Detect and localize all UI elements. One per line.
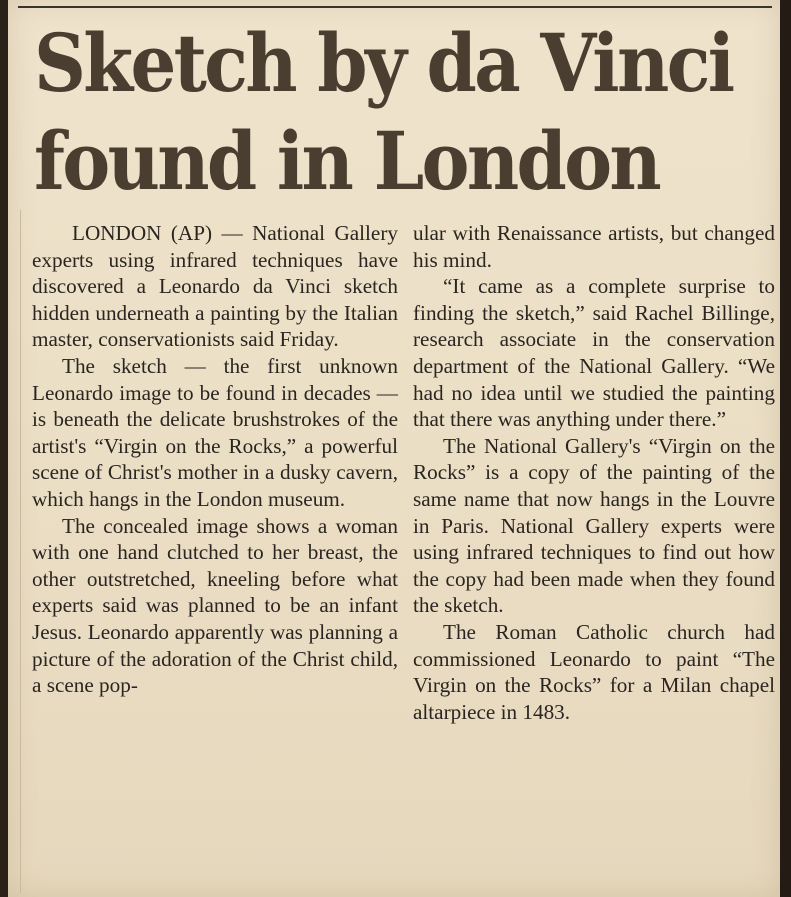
- left-column: [32, 220, 398, 699]
- paragraph: The National Gallery's “Virgin on the Rocks” is a copy of the painting of the same name that now hangs in the Louvre in Paris. National Gallery experts were using infrared techniques to find out how the copy had been made when they found the sketch.: [413, 433, 775, 618]
- newspaper-clipping: [8, 0, 780, 897]
- paragraph-continued: ular with Renaissance artists, but changed his mind.: [413, 221, 775, 272]
- paragraph: “It came as a complete surprise to finding the sketch,” said Rachel Billinge, research associate in the conservation department of the National Gallery. “We had no idea until we studied the painting that there was anything under there.”: [413, 274, 775, 432]
- paragraph: The Roman Catholic church had commissioned Leonardo to paint “The Virgin on the Rocks” for a Milan chapel altarpiece in 1483.: [413, 619, 775, 724]
- headline-line-2: found in London: [34, 114, 660, 208]
- column-rule: [20, 210, 21, 893]
- paragraph: The concealed image shows a woman with one hand clutched to her breast, the other outstretched, kneeling before what experts said was planned to be an infant Jesus. Leonardo apparently was planning a picture of the adoration of the Christ child, a scene pop-: [32, 513, 398, 698]
- headline-line-1: Sketch by da Vinci: [34, 16, 733, 110]
- paragraph: The sketch — the first unknown Leonardo image to be found in decades — is beneath the delicate brushstrokes of the artist's “Virgin on the Rocks,” a powerful scene of Christ's mother in a dusky cavern, which hangs in the London museum.: [32, 353, 398, 511]
- background-edge: [780, 0, 791, 897]
- top-rule: [18, 6, 772, 8]
- headline: [34, 14, 733, 210]
- right-column: [413, 220, 775, 725]
- paragraph-dateline: LONDON (AP) — National Gallery experts using infrared techniques have discovered a Leonardo da Vinci sketch hidden underneath a painting by the Italian master, conservationists said Friday.: [32, 221, 398, 352]
